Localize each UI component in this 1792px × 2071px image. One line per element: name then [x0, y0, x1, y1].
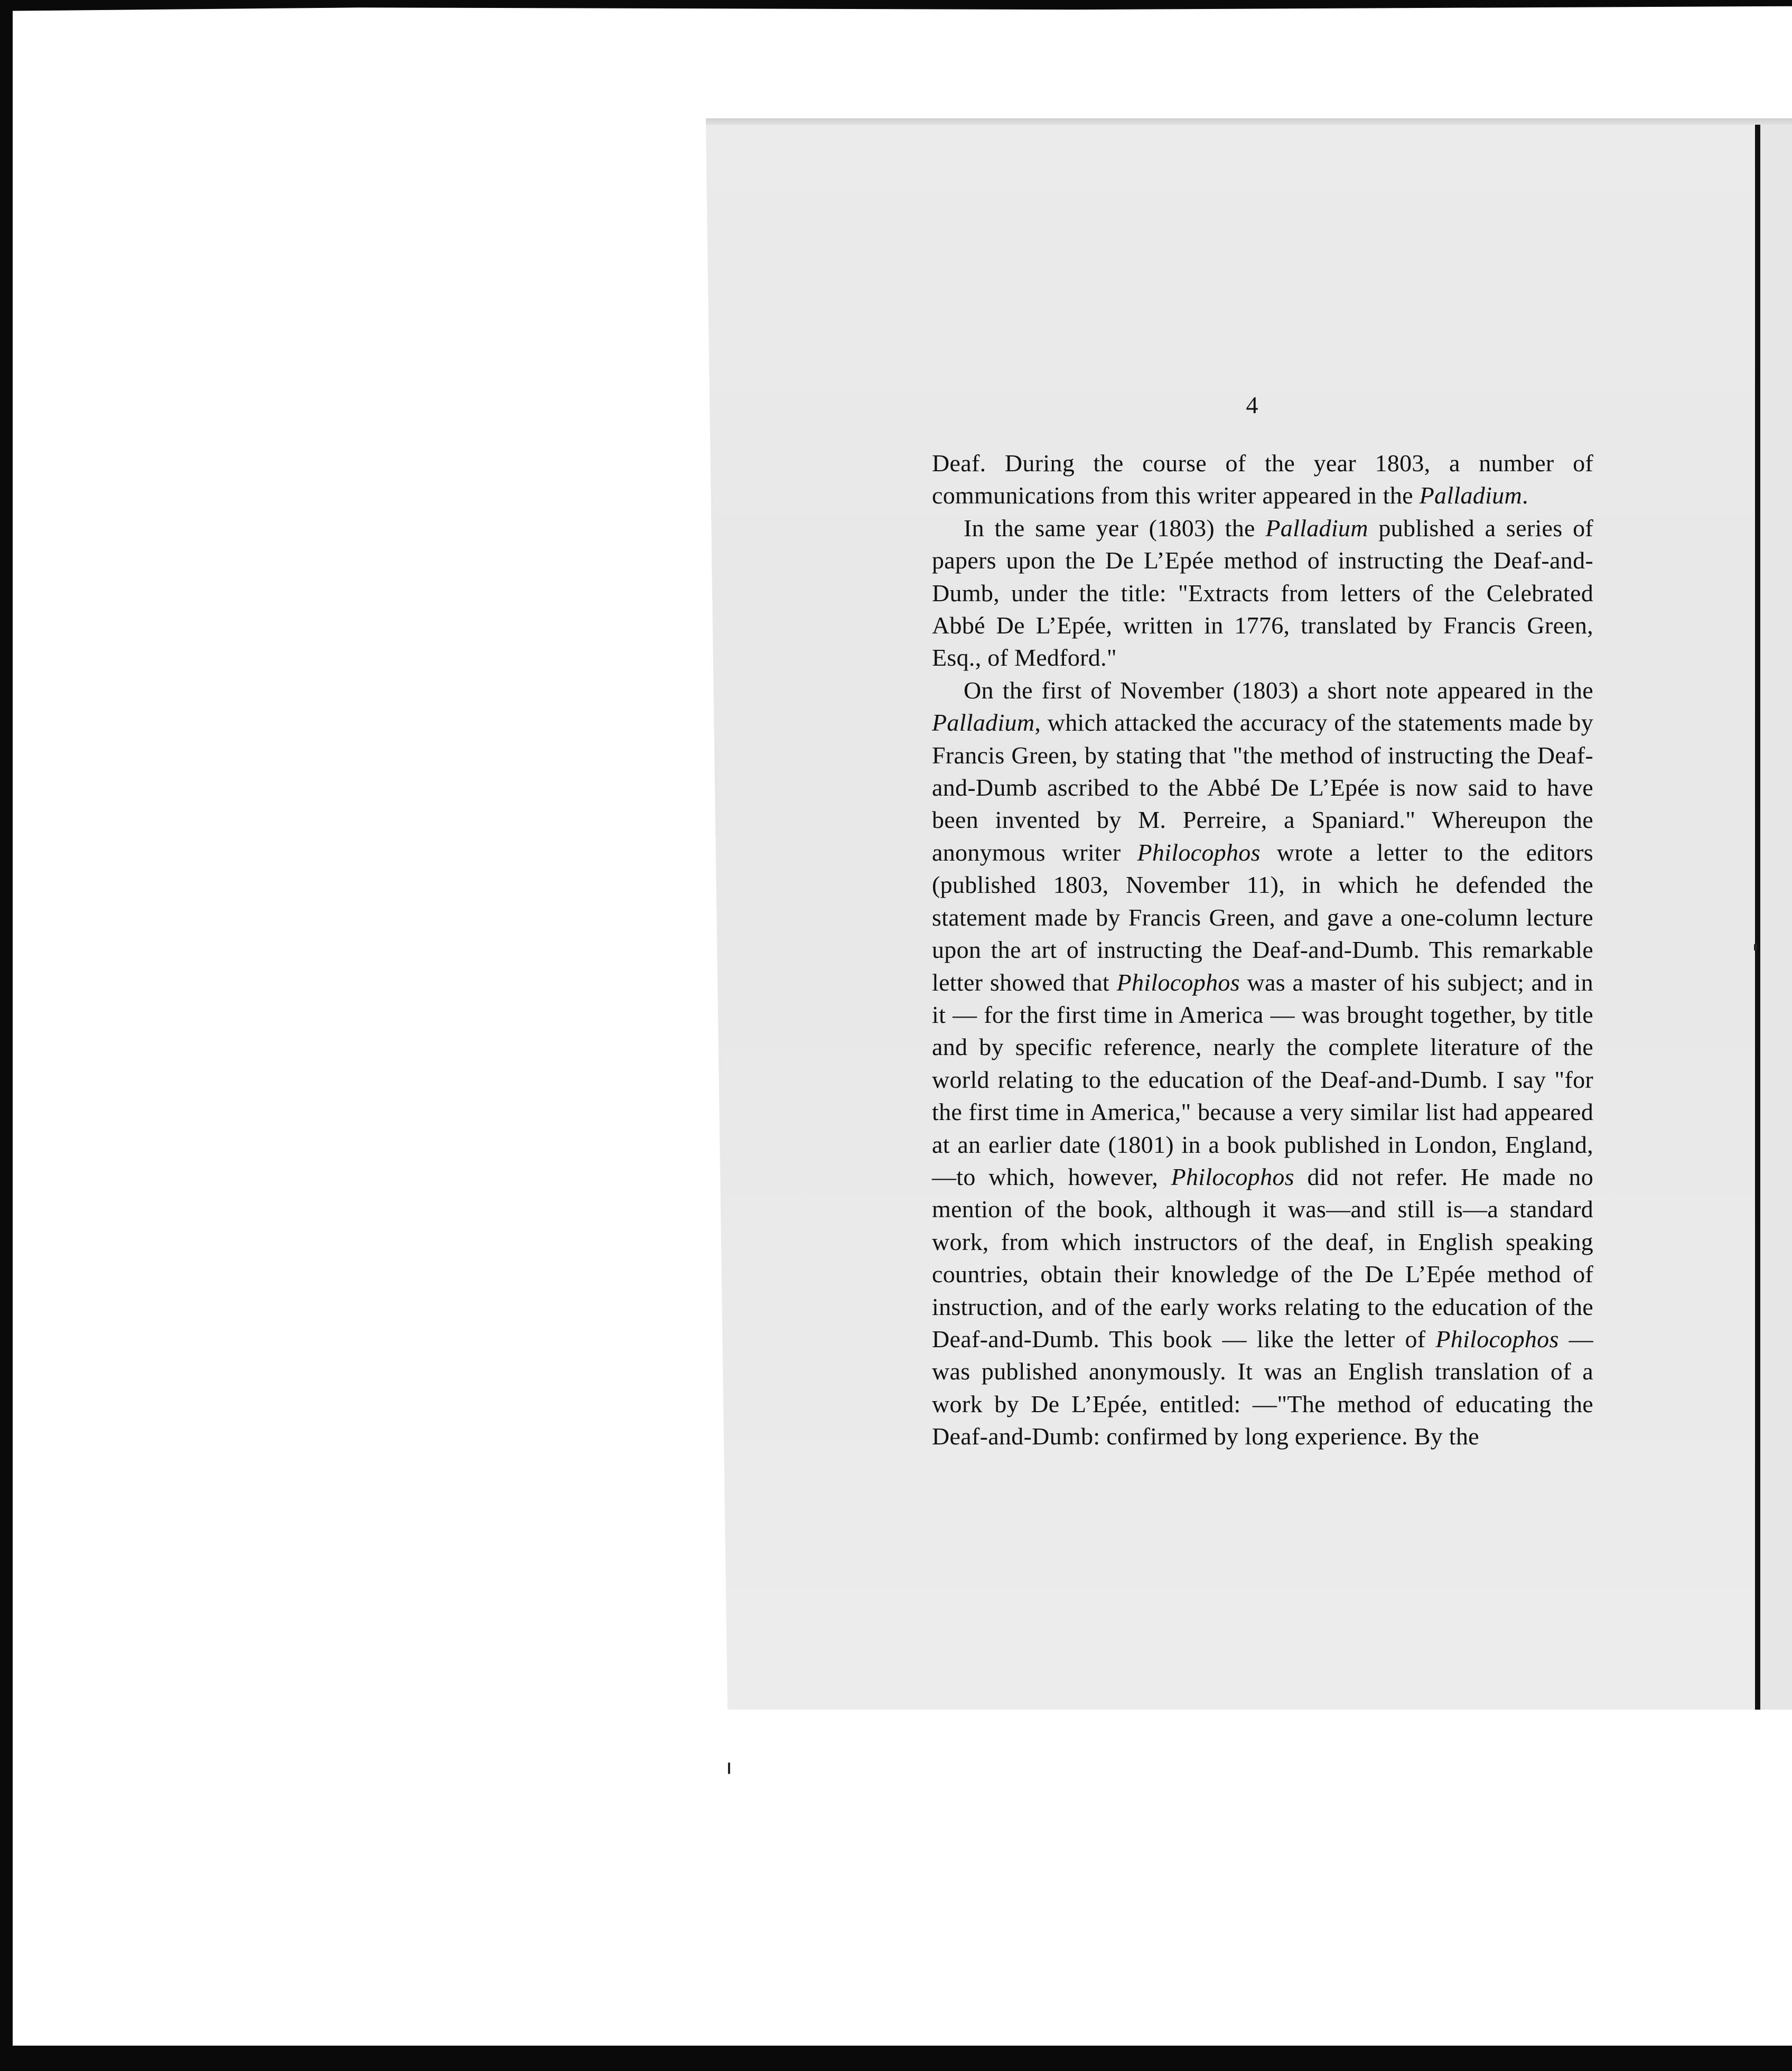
italic-title: Palladium — [932, 709, 1035, 736]
facing-page-strip — [1760, 125, 1792, 1710]
scan-top-edge — [0, 0, 1792, 14]
text-run: . — [1522, 482, 1528, 509]
text-run: was a master of his subject; and in it — for the first time in America — was brought together, by title and by specific reference, nearly the complete literature of the world relating to the education of the Deaf-and-Dumb. I say "for the first time in America," because a very similar list had appeared at an earlier date (1801) in a book published in London, England,—to which, however, — [932, 968, 1593, 1190]
page-number: 4 — [1246, 391, 1258, 418]
scan-bottom-edge — [0, 2046, 1792, 2071]
text-run: — was published anonymously. It was an English translation of a work by De L’Epée, entitled: —"The method of educating the Deaf-and-Dumb: confirmed by long experience. By the — [932, 1325, 1593, 1450]
paragraph — [932, 674, 1593, 1453]
italic-title: Palladium — [1265, 514, 1368, 542]
scan-speck — [728, 1762, 730, 1774]
italic-title: Philocophos — [1137, 838, 1261, 866]
text-run: Deaf. During the course of the year 1803, a number of communications from this writer appeared in the — [932, 450, 1593, 509]
scan-left-edge — [0, 0, 13, 2071]
text-run: did not refer. He made no mention of the book, although it was—and still is—a standard work, from which instructors of the deaf, in English speaking countries, obtain their knowledge of the De L’Epée method of instruction, and of the early works relating to the education of the Deaf-and-Dumb. This book — like the letter of — [932, 1163, 1593, 1352]
page-top-shadow — [706, 118, 1792, 126]
gutter-line — [1755, 125, 1760, 1710]
italic-title: Philocophos — [1171, 1163, 1294, 1190]
italic-title: Philocophos — [1116, 968, 1240, 996]
text-run: wrote a letter to the editors (published 1803, November 11), in which he defended the statement made by Francis Green, and gave a one-column lecture upon the art of instructing the Deaf-and-Dumb. This remarkable letter showed that — [932, 838, 1593, 996]
scan-speck — [1754, 944, 1757, 951]
text-run: In the same year (1803) the — [964, 514, 1266, 542]
text-run: On the first of November (1803) a short note appeared in the — [964, 676, 1593, 704]
paragraph — [932, 512, 1593, 674]
text-run: published a series of papers upon the De L’Epée method of instructing the Deaf-and-Dumb, under the title: "Extracts from letters of the Celebrated Abbé De L’Epée, written in 1776, translated by Francis Green, Esq., of Medford." — [932, 514, 1594, 671]
italic-title: Palladium — [1419, 482, 1522, 509]
text-run: , which attacked the accuracy of the statements made by Francis Green, by stating that "the method of instructing the Deaf-and-Dumb ascribed to the Abbé De L’Epée is now said to have been invented by M. Perreire, a Spaniard." Whereupon the anonymous writer — [932, 709, 1593, 866]
paragraph — [932, 447, 1593, 512]
body-text — [932, 447, 1593, 1453]
italic-title: Philocophos — [1435, 1325, 1559, 1352]
